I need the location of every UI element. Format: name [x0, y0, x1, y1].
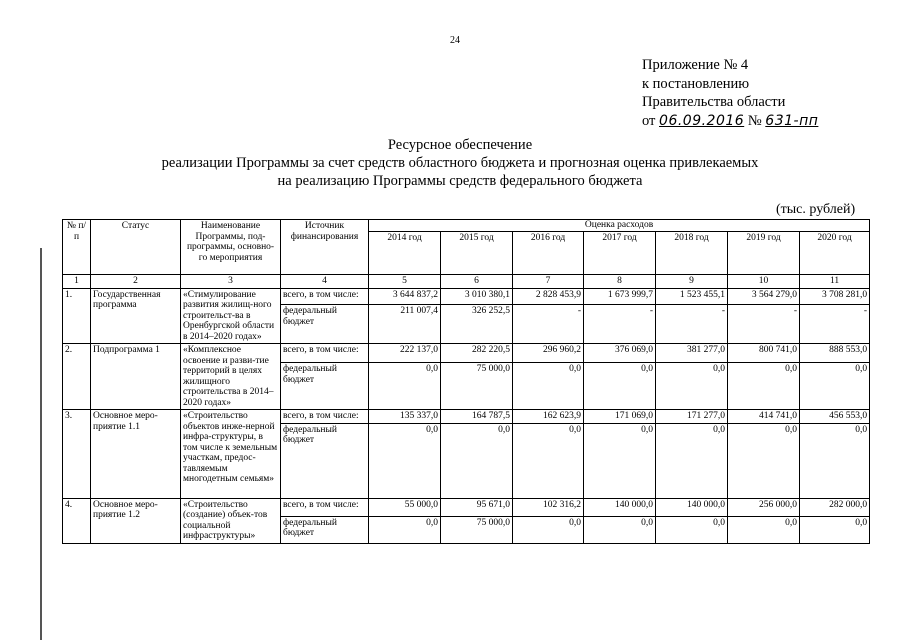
- units-label: (тыс. рублей): [776, 202, 856, 217]
- value-cell: 3 644 837,2: [369, 288, 441, 305]
- value-cell: -: [728, 305, 800, 344]
- column-number: 10: [728, 275, 800, 289]
- header-name: Наименование Программы, под-программы, основно-го мероприятия: [181, 220, 281, 275]
- value-cell: -: [513, 305, 584, 344]
- value-cell: 0,0: [513, 516, 584, 543]
- value-cell: 3 564 279,0: [728, 288, 800, 305]
- row-status: Основное меро-приятие 1.2: [91, 498, 181, 543]
- value-cell: 381 277,0: [656, 344, 728, 363]
- value-cell: 326 252,5: [441, 305, 513, 344]
- value-cell: 75 000,0: [441, 363, 513, 410]
- value-cell: 0,0: [441, 423, 513, 498]
- column-number: 2: [91, 275, 181, 289]
- row-num: 1.: [63, 288, 91, 344]
- header-year: 2020 год: [800, 231, 870, 275]
- value-cell: 135 337,0: [369, 410, 441, 424]
- header-estimate: Оценка расходов: [369, 220, 870, 232]
- page-number: 24: [450, 35, 460, 46]
- value-cell: 3 010 380,1: [441, 288, 513, 305]
- value-cell: 2 828 453,9: [513, 288, 584, 305]
- value-cell: 0,0: [728, 516, 800, 543]
- table-row: [63, 498, 870, 516]
- appendix-number-sign: №: [747, 112, 762, 129]
- appendix-date: 06.09.2016: [659, 112, 745, 129]
- value-cell: 0,0: [656, 363, 728, 410]
- value-cell: 3 708 281,0: [800, 288, 870, 305]
- value-cell: 414 741,0: [728, 410, 800, 424]
- column-number: 9: [656, 275, 728, 289]
- header-year: 2016 год: [513, 231, 584, 275]
- header-num: № п/п: [63, 220, 91, 275]
- header-year: 2014 год: [369, 231, 441, 275]
- header-year: 2019 год: [728, 231, 800, 275]
- row-num: 4.: [63, 498, 91, 543]
- value-cell: 95 671,0: [441, 498, 513, 516]
- value-cell: 0,0: [728, 363, 800, 410]
- column-number: 3: [181, 275, 281, 289]
- value-cell: -: [800, 305, 870, 344]
- budget-table: [62, 219, 870, 544]
- value-cell: 1 523 455,1: [656, 288, 728, 305]
- header-status: Статус: [91, 220, 181, 275]
- document-title: [60, 136, 860, 190]
- value-cell: 0,0: [369, 363, 441, 410]
- header-year: 2017 год: [584, 231, 656, 275]
- appendix-line-4: [642, 112, 818, 131]
- table-row: [63, 288, 870, 305]
- value-cell: 1 673 999,7: [584, 288, 656, 305]
- column-number: 6: [441, 275, 513, 289]
- appendix-date-prefix: от: [642, 112, 656, 129]
- column-numbers-row: [63, 275, 870, 289]
- table-row: [63, 410, 870, 424]
- value-cell: 162 623,9: [513, 410, 584, 424]
- value-cell: 282 220,5: [441, 344, 513, 363]
- value-cell: 256 000,0: [728, 498, 800, 516]
- column-number: 4: [281, 275, 369, 289]
- row-source-federal: федеральный бюджет: [281, 305, 369, 344]
- value-cell: 171 069,0: [584, 410, 656, 424]
- header-year: 2018 год: [656, 231, 728, 275]
- row-name: «Строительство (создание) объек-тов социальной инфраструктуры»: [181, 498, 281, 543]
- value-cell: 0,0: [584, 363, 656, 410]
- appendix-number: 631-пп: [765, 112, 819, 129]
- value-cell: 456 553,0: [800, 410, 870, 424]
- row-status: Государственная программа: [91, 288, 181, 344]
- value-cell: 164 787,5: [441, 410, 513, 424]
- value-cell: 140 000,0: [656, 498, 728, 516]
- appendix-block: [642, 56, 818, 130]
- title-line-1: Ресурсное обеспечение: [387, 137, 533, 153]
- column-number: 7: [513, 275, 584, 289]
- value-cell: 0,0: [656, 516, 728, 543]
- row-source-total: всего, в том числе:: [281, 344, 369, 363]
- table-row: [63, 344, 870, 363]
- value-cell: 0,0: [513, 423, 584, 498]
- page-edge-line: [40, 248, 42, 640]
- value-cell: 376 069,0: [584, 344, 656, 363]
- header-row: [63, 220, 870, 232]
- value-cell: 222 137,0: [369, 344, 441, 363]
- value-cell: 296 960,2: [513, 344, 584, 363]
- appendix-line-2: к постановлению: [642, 75, 750, 92]
- value-cell: 0,0: [584, 516, 656, 543]
- value-cell: 211 007,4: [369, 305, 441, 344]
- row-source-total: всего, в том числе:: [281, 498, 369, 516]
- value-cell: 0,0: [800, 516, 870, 543]
- value-cell: 140 000,0: [584, 498, 656, 516]
- value-cell: 0,0: [369, 516, 441, 543]
- value-cell: 0,0: [513, 363, 584, 410]
- value-cell: -: [584, 305, 656, 344]
- value-cell: 0,0: [584, 423, 656, 498]
- row-source-federal: федеральный бюджет: [281, 423, 369, 498]
- value-cell: 0,0: [728, 423, 800, 498]
- row-name: «Строительство объектов инже-нерной инфра-структуры, в том числе к земельным участкам, предос-тавляемым многодетным семьям»: [181, 410, 281, 499]
- value-cell: 0,0: [800, 423, 870, 498]
- column-number: 11: [800, 275, 870, 289]
- value-cell: 888 553,0: [800, 344, 870, 363]
- header-source: Источник финансирования: [281, 220, 369, 275]
- column-number: 5: [369, 275, 441, 289]
- value-cell: 171 277,0: [656, 410, 728, 424]
- row-source-total: всего, в том числе:: [281, 288, 369, 305]
- value-cell: 55 000,0: [369, 498, 441, 516]
- header-year: 2015 год: [441, 231, 513, 275]
- appendix-line-1: Приложение № 4: [642, 57, 749, 73]
- row-num: 2.: [63, 344, 91, 410]
- appendix-line-3: Правительства области: [642, 94, 786, 110]
- row-source-total: всего, в том числе:: [281, 410, 369, 424]
- title-line-2: реализации Программы за счет средств областного бюджета и прогнозная оценка привлекаемых: [161, 155, 759, 171]
- value-cell: 75 000,0: [441, 516, 513, 543]
- column-number: 1: [63, 275, 91, 289]
- row-num: 3.: [63, 410, 91, 499]
- row-source-federal: федеральный бюджет: [281, 363, 369, 410]
- value-cell: 0,0: [800, 363, 870, 410]
- value-cell: 800 741,0: [728, 344, 800, 363]
- column-number: 8: [584, 275, 656, 289]
- value-cell: 0,0: [656, 423, 728, 498]
- title-line-3: на реализацию Программы средств федерального бюджета: [277, 173, 643, 189]
- value-cell: 102 316,2: [513, 498, 584, 516]
- value-cell: 0,0: [369, 423, 441, 498]
- row-source-federal: федеральный бюджет: [281, 516, 369, 543]
- value-cell: 282 000,0: [800, 498, 870, 516]
- value-cell: -: [656, 305, 728, 344]
- row-name: «Стимулирование развития жилищ-ного строительст-ва в Оренбургской области в 2014–2020 годах»: [181, 288, 281, 344]
- row-status: Подпрограмма 1: [91, 344, 181, 410]
- row-status: Основное меро-приятие 1.1: [91, 410, 181, 499]
- row-name: «Комплексное освоение и разви-тие территорий в целях жилищного строительства в 2014–2020 годах»: [181, 344, 281, 410]
